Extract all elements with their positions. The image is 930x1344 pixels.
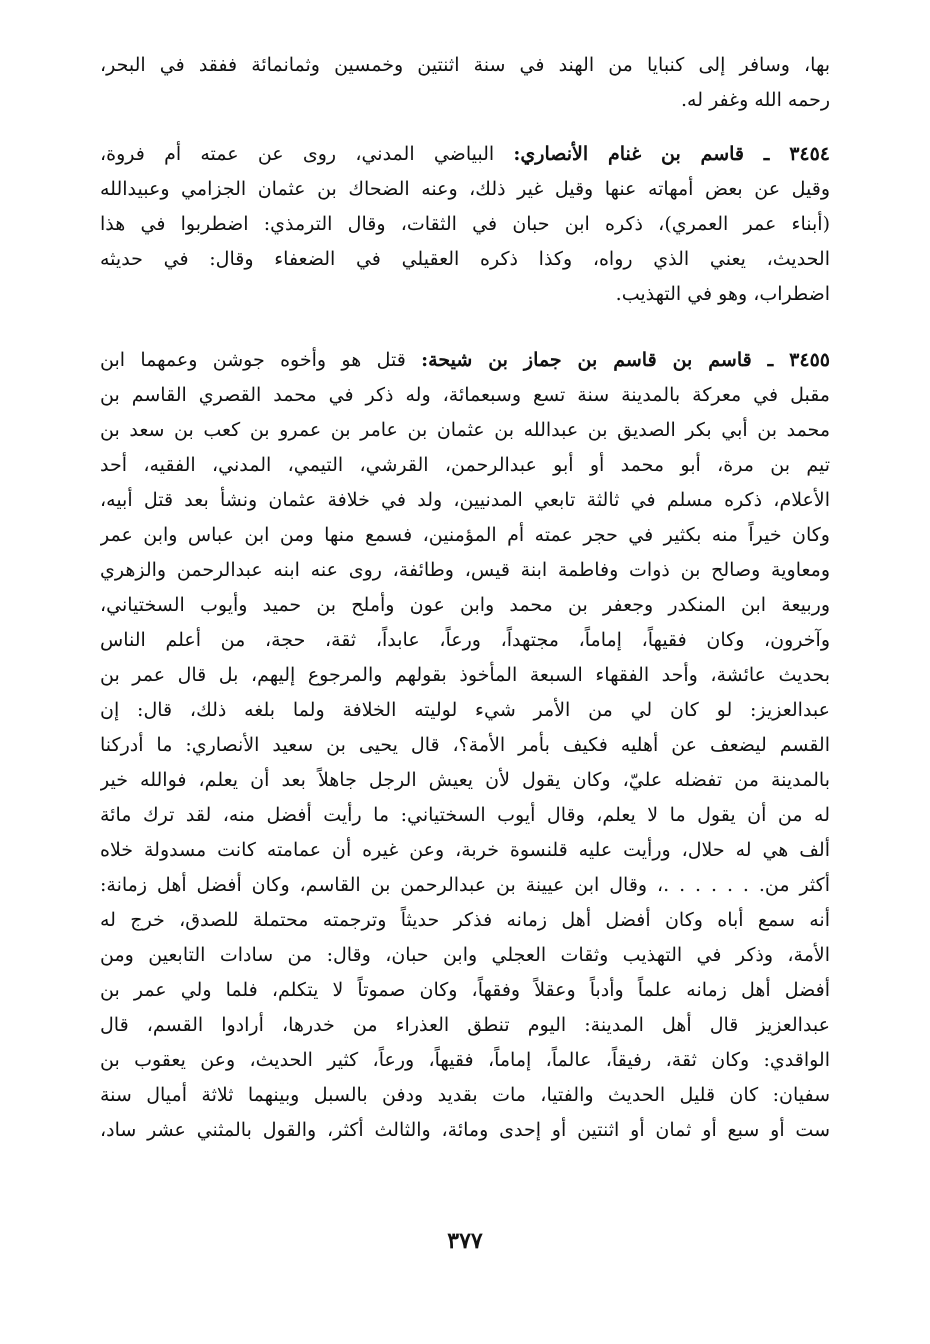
text-line: ألف هي له حلال، ورأيت عليه قلنسوة خربة، وعن غيره أن عمامته كانت مسدولة خلاه — [100, 839, 830, 861]
paragraph-continuation — [100, 48, 830, 118]
text-line: بالمدينة من تفضله عليّ، وكان يقول لأن يعيش الرجل جاهلاً بعد أن يعلم، فوالله خير — [100, 769, 830, 791]
text-line: تيم بن مرة، أبو محمد أو أبو عبدالرحمن، القرشي، التيمي، المدني، الفقيه، أحد — [100, 454, 830, 476]
text-line: عبدالعزيز قال أهل المدينة: اليوم تنطق العذراء من خدرها، أرادوا القسم، قال — [100, 1014, 830, 1036]
entry-heading: ٣٤٥٤ ـ قاسم بن غنام الأنصاري: — [513, 143, 830, 165]
text-line: (أبناء عمر العمري)، ذكره ابن حبان في الثقات، وقال الترمذي: اضطربوا في هذا — [100, 213, 830, 235]
text-line: ومعاوية وصالح بن ذوات وفاطمة ابنة قيس، وطائفة، روى عنه ابنه عبدالرحمن والزهري — [100, 559, 830, 581]
text-line: عبدالعزيز: لو كان لي من الأمر شيء لوليته الخلافة ولما بلغه ذلك، قال: إن — [100, 699, 830, 721]
text-line: أكثر من. . . . . . .، وقال ابن عيينة بن عبدالرحمن بن القاسم، وكان أفضل أهل زمانة: — [100, 874, 830, 896]
text-line: الواقدي: وكان ثقة، رفيقاً، عالماً، إماماً، فقيهاً، ورعاً، كثير الحديث، وعن يعقوب بن — [100, 1049, 830, 1071]
text-line: أفضل أهل زمانه علماً وأدباً وعقلاً وفقهاً، وكان صموتاً لا يتكلم، فلما ولي عمر بن — [100, 979, 830, 1001]
text-line: مقبل في معركة بالمدينة سنة تسع وسبعمائة، وله ذكر في محمد القصري القاسم بن — [100, 384, 830, 406]
text-line: محمد بن أبي بكر الصديق بن عبدالله بن عثمان بن عامر بن عمرو بن كعب بن سعد بن — [100, 419, 830, 441]
text-line: ست أو سبع أو ثمان أو اثنتين أو إحدى ومائة، والثالث أكثر، والقول بالمثني عشر ساد، — [100, 1119, 830, 1141]
entry-3455 — [100, 343, 830, 1148]
entry-first-line-text: قتل هو وأخوه جوشن وعمهما ابن — [100, 349, 406, 371]
text-line: أنه سمع أباه وكان أفضل أهل زمانه فذكر حديثاً وترجمته محتملة للصدق، خرج له — [100, 909, 830, 931]
text-line: رحمه الله وغفر له. — [681, 89, 830, 111]
text-line: الأمة، وذكر في التهذيب وثقات العجلي وابن حبان، وقال: من سادات التابعين ومن — [100, 944, 830, 966]
text-line: الأعلام، ذكره مسلم في ثالثة تابعي المدنيين، ولد في خلافة عثمان ونشأ بعد قتل أبيه، — [100, 489, 830, 511]
page-number: ٣٧٧ — [447, 1228, 483, 1254]
text-line: وقيل عن بعض أمهاته عنها وقيل غير ذلك، وعنه الضحاك بن عثمان الجزامي وعبيدالله — [100, 178, 830, 200]
text-line: اضطراب، وهو في التهذيب. — [615, 283, 830, 305]
text-line: القسم ليضعف عن أهليه فكيف بأمر الأمة؟، قال يحيى بن سعيد الأنصاري: ما أدركنا — [100, 734, 830, 756]
text-line: سفيان: كان قليل الحديث والفتيا، مات بقديد ودفن بالسبل وبينهما ثلاثة أميال سنة — [100, 1084, 830, 1106]
entry-3454 — [100, 137, 830, 312]
text-line-first — [100, 137, 830, 172]
text-line: له من أن يقول ما لا يعلم، وقال أيوب السختياني: ما رأيت أفضل منه، لقد ترك مائة — [100, 804, 830, 826]
text-line: وآخرون، وكان فقيهاً، إماماً، مجتهداً، ورعاً، عابداً، ثقة، حجة، من أعلم الناس — [100, 629, 830, 651]
text-line: وكان خيراً منه بكثير في حجر عمته أم المؤمنين، فسمع منها ومن ابن عباس وابن عمر — [100, 524, 830, 546]
text-line: بها، وسافر إلى كنبايا من الهند في سنة اثنتين وخمسين وثمانمائة ففقد في البحر، — [100, 54, 830, 76]
text-line: بحديث عائشة، وأحد الفقهاء السبعة المأخوذ بقولهم والمرجوع إليهم، بل قال عمر بن — [100, 664, 830, 686]
text-line: وربيعة ابن المنكدر وجعفر بن محمد وابن عون وأملح بن حميد وأيوب السختياني، — [100, 594, 830, 616]
entry-first-line-text: البياضي المدني، روى عن عمته أم فروة، — [100, 143, 495, 165]
text-line-first — [100, 343, 830, 378]
text-line: الحديث، يعني الذي رواه، وكذا ذكره العقيلي في الضعفاء وقال: في حديثه — [100, 248, 830, 270]
entry-heading: ٣٤٥٥ ـ قاسم بن قاسم بن جماز بن شيحة: — [421, 349, 830, 371]
